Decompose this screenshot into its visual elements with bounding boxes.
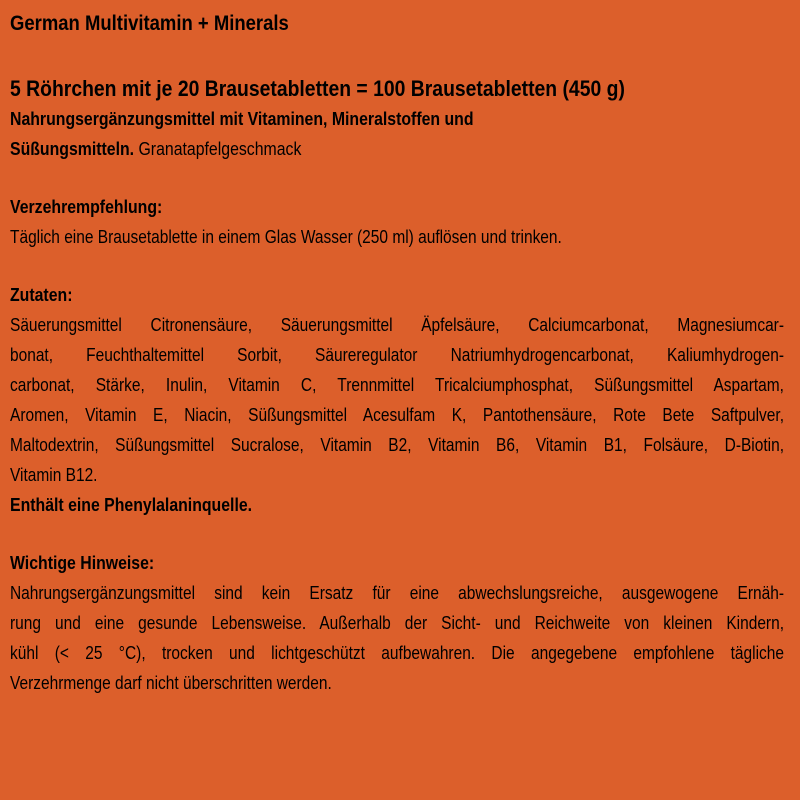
- description-line-2: [10, 134, 693, 164]
- usage-heading: Verzehrempfehlung:: [10, 197, 163, 217]
- product-description-section: [10, 74, 786, 164]
- ingredients-section: [10, 280, 786, 520]
- description-line-1: [10, 104, 693, 134]
- description-bold-text-1: Nahrungsergänzungsmittel mit Vitaminen, Mineralstoffen und: [10, 109, 474, 129]
- notes-line: kühl (< 25 °C), trocken und lichtgeschützt aufbewahren. Die angegebene empfohlene tägliche: [10, 643, 784, 663]
- ingredients-line: carbonat, Stärke, Inulin, Vitamin C, Trennmittel Tricalciumphosphat, Süßungsmittel Aspartam,: [10, 375, 784, 395]
- phenylalanine-warning: Enthält eine Phenylalaninquelle.: [10, 495, 253, 515]
- ingredients-line: Maltodextrin, Süßungsmittel Sucralose, Vitamin B2, Vitamin B6, Vitamin B1, Folsäure, D-Biotin,: [10, 435, 784, 455]
- flavor-text: Granatapfelgeschmack: [134, 139, 302, 159]
- notes-last-line: Verzehrmenge darf nicht überschritten werden.: [10, 673, 332, 693]
- description-bold-text-2: Süßungsmitteln.: [10, 139, 135, 159]
- notes-line: Nahrungsergänzungsmittel sind kein Ersatz für eine abwechslungsreiche, ausgewogene Ernäh-: [10, 583, 784, 603]
- ingredients-heading: Zutaten:: [10, 285, 73, 305]
- important-notes-section: [10, 548, 786, 698]
- usage-text: Täglich eine Brausetablette in einem Glas Wasser (250 ml) auflösen und trinken.: [10, 227, 562, 247]
- package-contents-line: 5 Röhrchen mit je 20 Brausetabletten = 100 Brausetabletten (450 g): [10, 76, 625, 101]
- usage-section: [10, 192, 786, 252]
- ingredients-last-line: Vitamin B12.: [10, 465, 98, 485]
- notes-heading: Wichtige Hinweise:: [10, 553, 155, 573]
- ingredients-line: Aromen, Vitamin E, Niacin, Süßungsmittel Acesulfam K, Pantothensäure, Rote Bete Saftpulver,: [10, 405, 784, 425]
- ingredients-line: Säuerungsmittel Citronensäure, Säuerungsmittel Äpfelsäure, Calciumcarbonat, Magnesiumcar-: [10, 315, 784, 335]
- product-title: German Multivitamin + Minerals: [10, 12, 289, 35]
- ingredients-line: bonat, Feuchthaltemittel Sorbit, Säureregulator Natriumhydrogencarbonat, Kaliumhydrogen-: [10, 345, 784, 365]
- notes-line: rung und eine gesunde Lebensweise. Außerhalb der Sicht- und Reichweite von kleinen Kindern,: [10, 613, 784, 633]
